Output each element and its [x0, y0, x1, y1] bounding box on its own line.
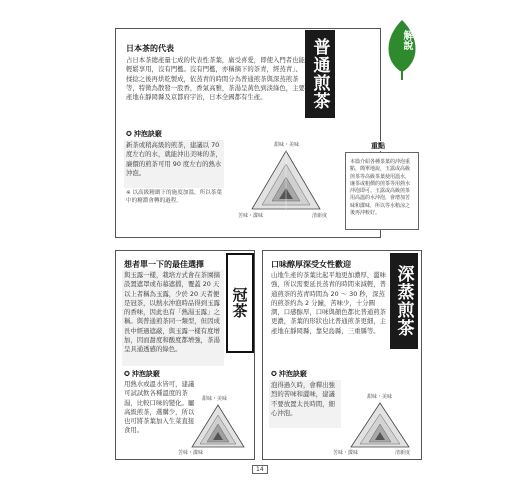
steaming-cup-icon: ✪ [124, 369, 130, 378]
card-title: 冠茶 [226, 253, 254, 353]
flavor-label-right: 清新度 [312, 213, 328, 219]
point-title: 重點 [371, 142, 385, 150]
card-heading: 日本茶的代表 [126, 44, 174, 53]
flavor-triangle-chart [347, 401, 413, 451]
flavor-label-left: 苦味・澀味 [178, 450, 204, 456]
brew-tips-heading: ✪ 沖泡訣竅 [271, 369, 307, 378]
brew-text: 泡得過久時，會釋出強烈的苦味和澀味，建議不要放置太長時間，細心沖泡。 [271, 381, 335, 417]
card-body: 山地生產的茶葉比起平地更加濃厚，澀味強，所以需要延長蒸青的時間來減輕，普通煎茶的蒸青時間為 20 ～ 30 秒，深蒸的煎茶約為 2 分鐘，苦味少，十分圓潤，口感醇厚，口味與顏色都比普通煎茶更濃，茶葉的形狀也比普通煎茶更細，主產地在靜岡縣，靠兒島縣，三重縣等。 [271, 271, 387, 335]
card-title: 普通煎茶 [305, 30, 335, 118]
page-number [252, 465, 268, 474]
side-label: 解說 [401, 30, 412, 50]
page-number-value: 14 [252, 465, 268, 474]
card-sencha [115, 28, 381, 238]
brew-note: ※ 以高級精緻下的施度加溫，所以茶葉中的糖濃會轉的過程。 [126, 190, 222, 204]
flavor-triangle-chart [246, 149, 326, 214]
flavor-label-left: 苦味・澀味 [238, 213, 264, 219]
card-title: 深蒸煎茶 [390, 253, 418, 349]
flavor-label-top: 甜味・美味 [367, 394, 393, 400]
flavor-label-top: 甜味・美味 [274, 142, 300, 148]
steaming-cup-icon: ✪ [271, 369, 277, 378]
brew-text: 用熱水或溫水皆可，建議可試試飲各種溫度的茶湯，比較口味的變化。屬高級煎茶，選購少，所以也可將茶葉加入生菜直接食用。 [124, 380, 195, 435]
point-body: 本篇介紹各種茶葉的沖泡重點，簡單地說，玉露或高級煎茶等高級茶葉使用溫水，廉茶或粗價的煎茶等用熱水沖泡即可。玉露或高級煎茶用高溫的水沖泡，會增加苦味和澀味，所以等水稍涼之後再沖較好。 [350, 159, 411, 217]
flavor-label-top: 甜味・美味 [202, 396, 228, 402]
card-body: 與玉露一樣，栽培方式會在茶園摘設置遮罩或布幕遮擋，覆蓋 20 天以上者稱為玉露，少於 20 天者便是冠茶，以熱水沖泡時品得到玉露的香味，因此也有「熱湯玉露」之稱。與普通煎茶同一類型，但因成長中經過遮蔽，與玉露一樣有度增加，因而甜度和酸度都增強，茶湯呈具通透感的綠色。 [124, 271, 220, 354]
point-box [345, 142, 419, 230]
brew-tips-heading: ✪ 沖泡訣竅 [124, 369, 160, 378]
brew-tips-heading: ✪ 沖泡訣竅 [126, 129, 162, 138]
brew-text: 新茶或稍高級的煎茶，建議以 70 度左右的水，就能沖出美味的茶，廉價的煎茶可用 90 度左右的熱水沖泡。 [126, 141, 222, 177]
card-heading: 口味醇厚深受女性歡迎 [271, 260, 351, 269]
flavor-label-right: 清新度 [395, 450, 411, 456]
steaming-cup-icon: ✪ [126, 129, 132, 138]
card-body: 占日本茶總產量七成的代表性茶葉，廣受喜愛，即使入門者也能輕鬆享用，沒有門檻。沒有門檻，亦稱摘下的茶青，經蒸青」、揉捻之後再烘乾製成，依蒸青的時間分為普通煎茶與深蒸煎茶等，特徵為散發一股香，香氣高雅，茶湯呈黃色到淡綠色，主要產地在靜岡縣及京都府宇治，日本全國都有生產。 [126, 56, 305, 102]
flavor-label-left: 苦味・澀味 [333, 450, 359, 456]
card-heading: 想者單一下的最佳選擇 [124, 260, 204, 269]
flavor-triangle-chart [188, 403, 248, 451]
